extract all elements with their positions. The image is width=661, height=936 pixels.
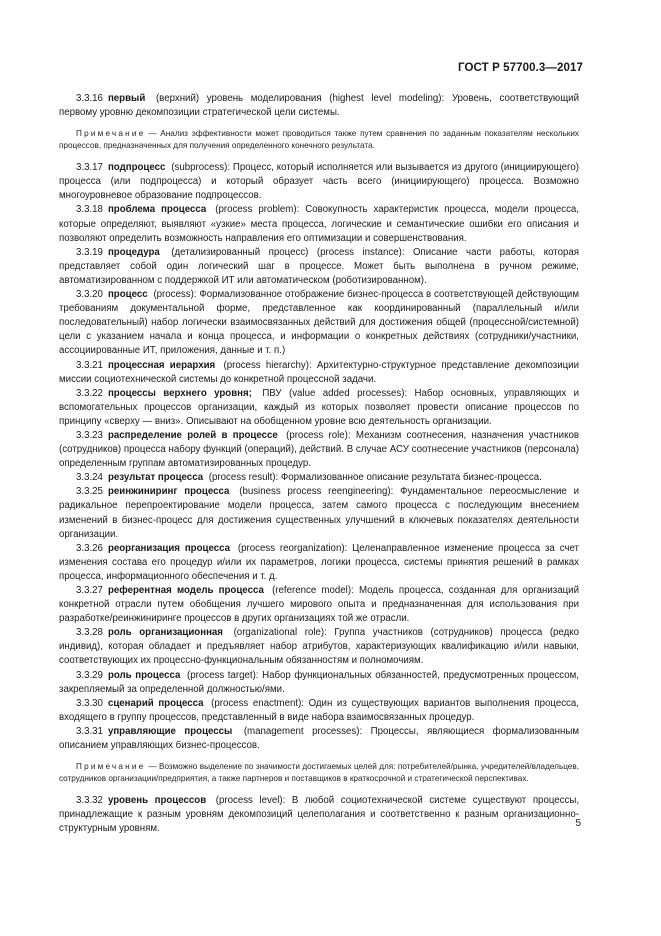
entry-term: реорганизация процесса xyxy=(107,542,231,554)
entry-definition: (process level): В любой социотехнической системе существуют процессы, принадлежащие к разным уровням декомпозиций целеполагания и соответственно к разным организационно-структурным уровням. xyxy=(59,795,580,835)
note-text: — Возможно выделение по значимости достигаемых целей для: потребителей/рынка, учредителей/владельцев, сотрудников организации/предприятия, а также партнеров и поставщиков в краткосрочной и стратегической перспективах. xyxy=(59,762,579,784)
document-header: ГОСТ Р 57700.3—2017 xyxy=(458,62,583,74)
term-entry xyxy=(59,359,579,387)
entry-number: 3.3.22 xyxy=(76,387,103,399)
entry-number: 3.3.26 xyxy=(76,542,103,554)
entry-term: уровень процессов xyxy=(107,795,207,807)
term-entry xyxy=(59,288,579,358)
entry-number: 3.3.18 xyxy=(76,204,103,216)
term-entry xyxy=(59,542,579,584)
entry-number: 3.3.23 xyxy=(76,429,103,441)
entry-definition: (process): Формализованное отображение бизнес-процесса в соответствующей действующим требованиям документальной форме, представленное как координированный (параллельный и/или последовательный) набор логически взаимосвязанных действий для достижения общей (процессной/системной) цели с указанием начала и конца процесса, и информации о конкретных действиях (сотрудники/участники, ассоциированные ИТ, приложения, данные и т. п.) xyxy=(59,289,579,357)
note-text: — Анализ эффективности может проводиться также путем сравнения по заданным показателям нескольких процессов, предназначенных для получения определенного конечного результата. xyxy=(59,129,579,151)
entry-definition: (management processes): Процессы, являющиеся формализованным описанием управляющих бизнес-процессов. xyxy=(59,725,579,752)
entry-term: результат процесса xyxy=(107,472,204,484)
term-entry xyxy=(59,246,579,288)
entry-term: роль процесса xyxy=(107,669,181,681)
note-entry xyxy=(59,128,579,152)
entry-term: процедура xyxy=(107,246,160,258)
note-label: Примечание xyxy=(76,129,146,139)
note-label: Примечание xyxy=(76,762,146,772)
entry-definition: (process problem): Совокупность характеристик процесса, модели процесса, которые определяют, выявляют «узкие» места процесса, логические и семантические ошибки его описания и позволяют определить возможность направления его оптимизации и совершенствования. xyxy=(59,204,579,244)
entry-number: 3.3.30 xyxy=(76,697,103,709)
entry-number: 3.3.25 xyxy=(76,486,103,498)
entry-definition: (верхний) уровень моделирования (highest level modeling): Уровень, соответствующий первому уровню декомпозиции стратегической цели системы. xyxy=(59,93,579,119)
entry-number: 3.3.19 xyxy=(76,246,103,258)
entry-definition: (process hierarchy): Архитектурно-структурное представление декомпозиции миссии социотехнической системы до конкретной процессной задачи. xyxy=(59,359,579,385)
term-entry xyxy=(59,697,579,725)
entry-definition: (business process reengineering): Фундаментальное переосмысление и радикальное перепроектирование модели процесса, затем самого процесса с последующим внесением изменений в бизнес-процесс для достижения существенных улучшений в ключевых показателях деятельности организации. xyxy=(59,486,579,540)
term-entry xyxy=(59,429,579,471)
entry-number: 3.3.31 xyxy=(76,725,103,737)
entry-definition: ПВУ (value added processes): Набор основных, управляющих и вспомогательных процессов организации, каждый из которых позволяет провести описание процессов по принципу «сверху — вниз». Описывают на обобщенном уровне всю деятельность организации. xyxy=(59,387,579,427)
entry-number: 3.3.24 xyxy=(76,472,103,484)
entry-definition: (process reorganization): Целенаправленное изменение процесса за счет изменения состава его процедур и/или их параметров, логики процесса, системы принятия решений в рамках процесса, информационного обеспечения и т. д. xyxy=(59,542,579,582)
entry-term: проблема процесса xyxy=(107,204,207,216)
entry-term: управляющие процессы xyxy=(107,725,233,737)
entry-number: 3.3.29 xyxy=(76,669,103,681)
entry-term: роль организационная xyxy=(107,627,223,639)
entry-term: процесс xyxy=(107,289,148,301)
entry-term: процессная иерархия xyxy=(107,359,216,371)
entry-definition: (subprocess): Процесс, который исполняется или вызывается из другого (инициирующего) процесса (или подпроцесса) и который образует часть всего (инициирующего) процесса. Возможно многоуровневое образование подпроцессов. xyxy=(59,162,579,202)
entry-term: реинжиниринг процесса xyxy=(107,486,230,498)
document-body xyxy=(59,92,579,836)
entry-definition: (reference model): Модель процесса, созданная для организаций конкретной отрасли путем обобщения лучшего мирового опыта и предназначенная для использования при разработке/реинжиниринге процессов в других организациях той же отрасли. xyxy=(59,585,580,625)
term-entry xyxy=(59,584,579,626)
note-entry xyxy=(59,761,579,785)
entry-number: 3.3.28 xyxy=(76,627,103,639)
term-entry xyxy=(59,471,579,485)
term-entry xyxy=(59,485,579,541)
term-entry xyxy=(59,669,579,697)
entry-number: 3.3.21 xyxy=(76,359,103,371)
entry-definition: (organizational role): Группа участников (сотрудников) процесса (редко индивид), которая обладает и предъявляет набор атрибутов, характеризующих квалификацию и/или навыки, соответствующих их процессно-функциональным обязанностям и полномочиям. xyxy=(59,627,579,667)
entry-number: 3.3.17 xyxy=(76,162,103,174)
page-number: 5 xyxy=(575,818,581,829)
entry-term: референтная модель процесса xyxy=(107,585,264,596)
term-entry xyxy=(59,725,579,753)
entry-definition: (process target): Набор функциональных обязанностей, предусмотренных процессом, закрепляемый за определенной должностью/ями. xyxy=(59,669,579,695)
entry-number: 3.3.32 xyxy=(76,795,103,807)
term-entry xyxy=(59,161,579,203)
term-entry xyxy=(59,92,579,120)
entry-term: первый xyxy=(107,93,146,104)
entry-number: 3.3.27 xyxy=(76,585,103,596)
entry-term: распределение ролей в процессе xyxy=(107,429,278,441)
entry-term: процессы верхнего уровня; xyxy=(107,387,252,399)
term-entry xyxy=(59,387,579,429)
entry-definition: (process enactment): Один из существующих вариантов выполнения процесса, входящего в группу процессов, представленный в виде набора взаимосвязанных процедур. xyxy=(59,697,579,723)
term-entry xyxy=(59,626,579,668)
entry-number: 3.3.16 xyxy=(76,93,103,104)
entry-term: сценарий процесса xyxy=(107,697,204,709)
entry-term: подпроцесс xyxy=(107,162,166,174)
term-entry xyxy=(59,794,579,836)
entry-definition: (детализированный процесс) (process instance): Описание части работы, которая представляет собой один логический шаг в процессе. Может быть выполнена в ручном режиме, автоматизированном с поддержкой ИТ или автоматическом (роботизированном). xyxy=(59,246,579,286)
term-entry xyxy=(59,203,579,245)
entry-number: 3.3.20 xyxy=(76,289,103,301)
entry-definition: (process role): Механизм соотнесения, назначения участников (сотрудников) процесса набору функций (операций), действий. В случае АСУ соотнесение участников (персонала) определенным группам автоматизированных процедур. xyxy=(59,429,579,470)
entry-definition: (process result): Формализованное описание результата бизнес-процесса. xyxy=(206,472,542,484)
